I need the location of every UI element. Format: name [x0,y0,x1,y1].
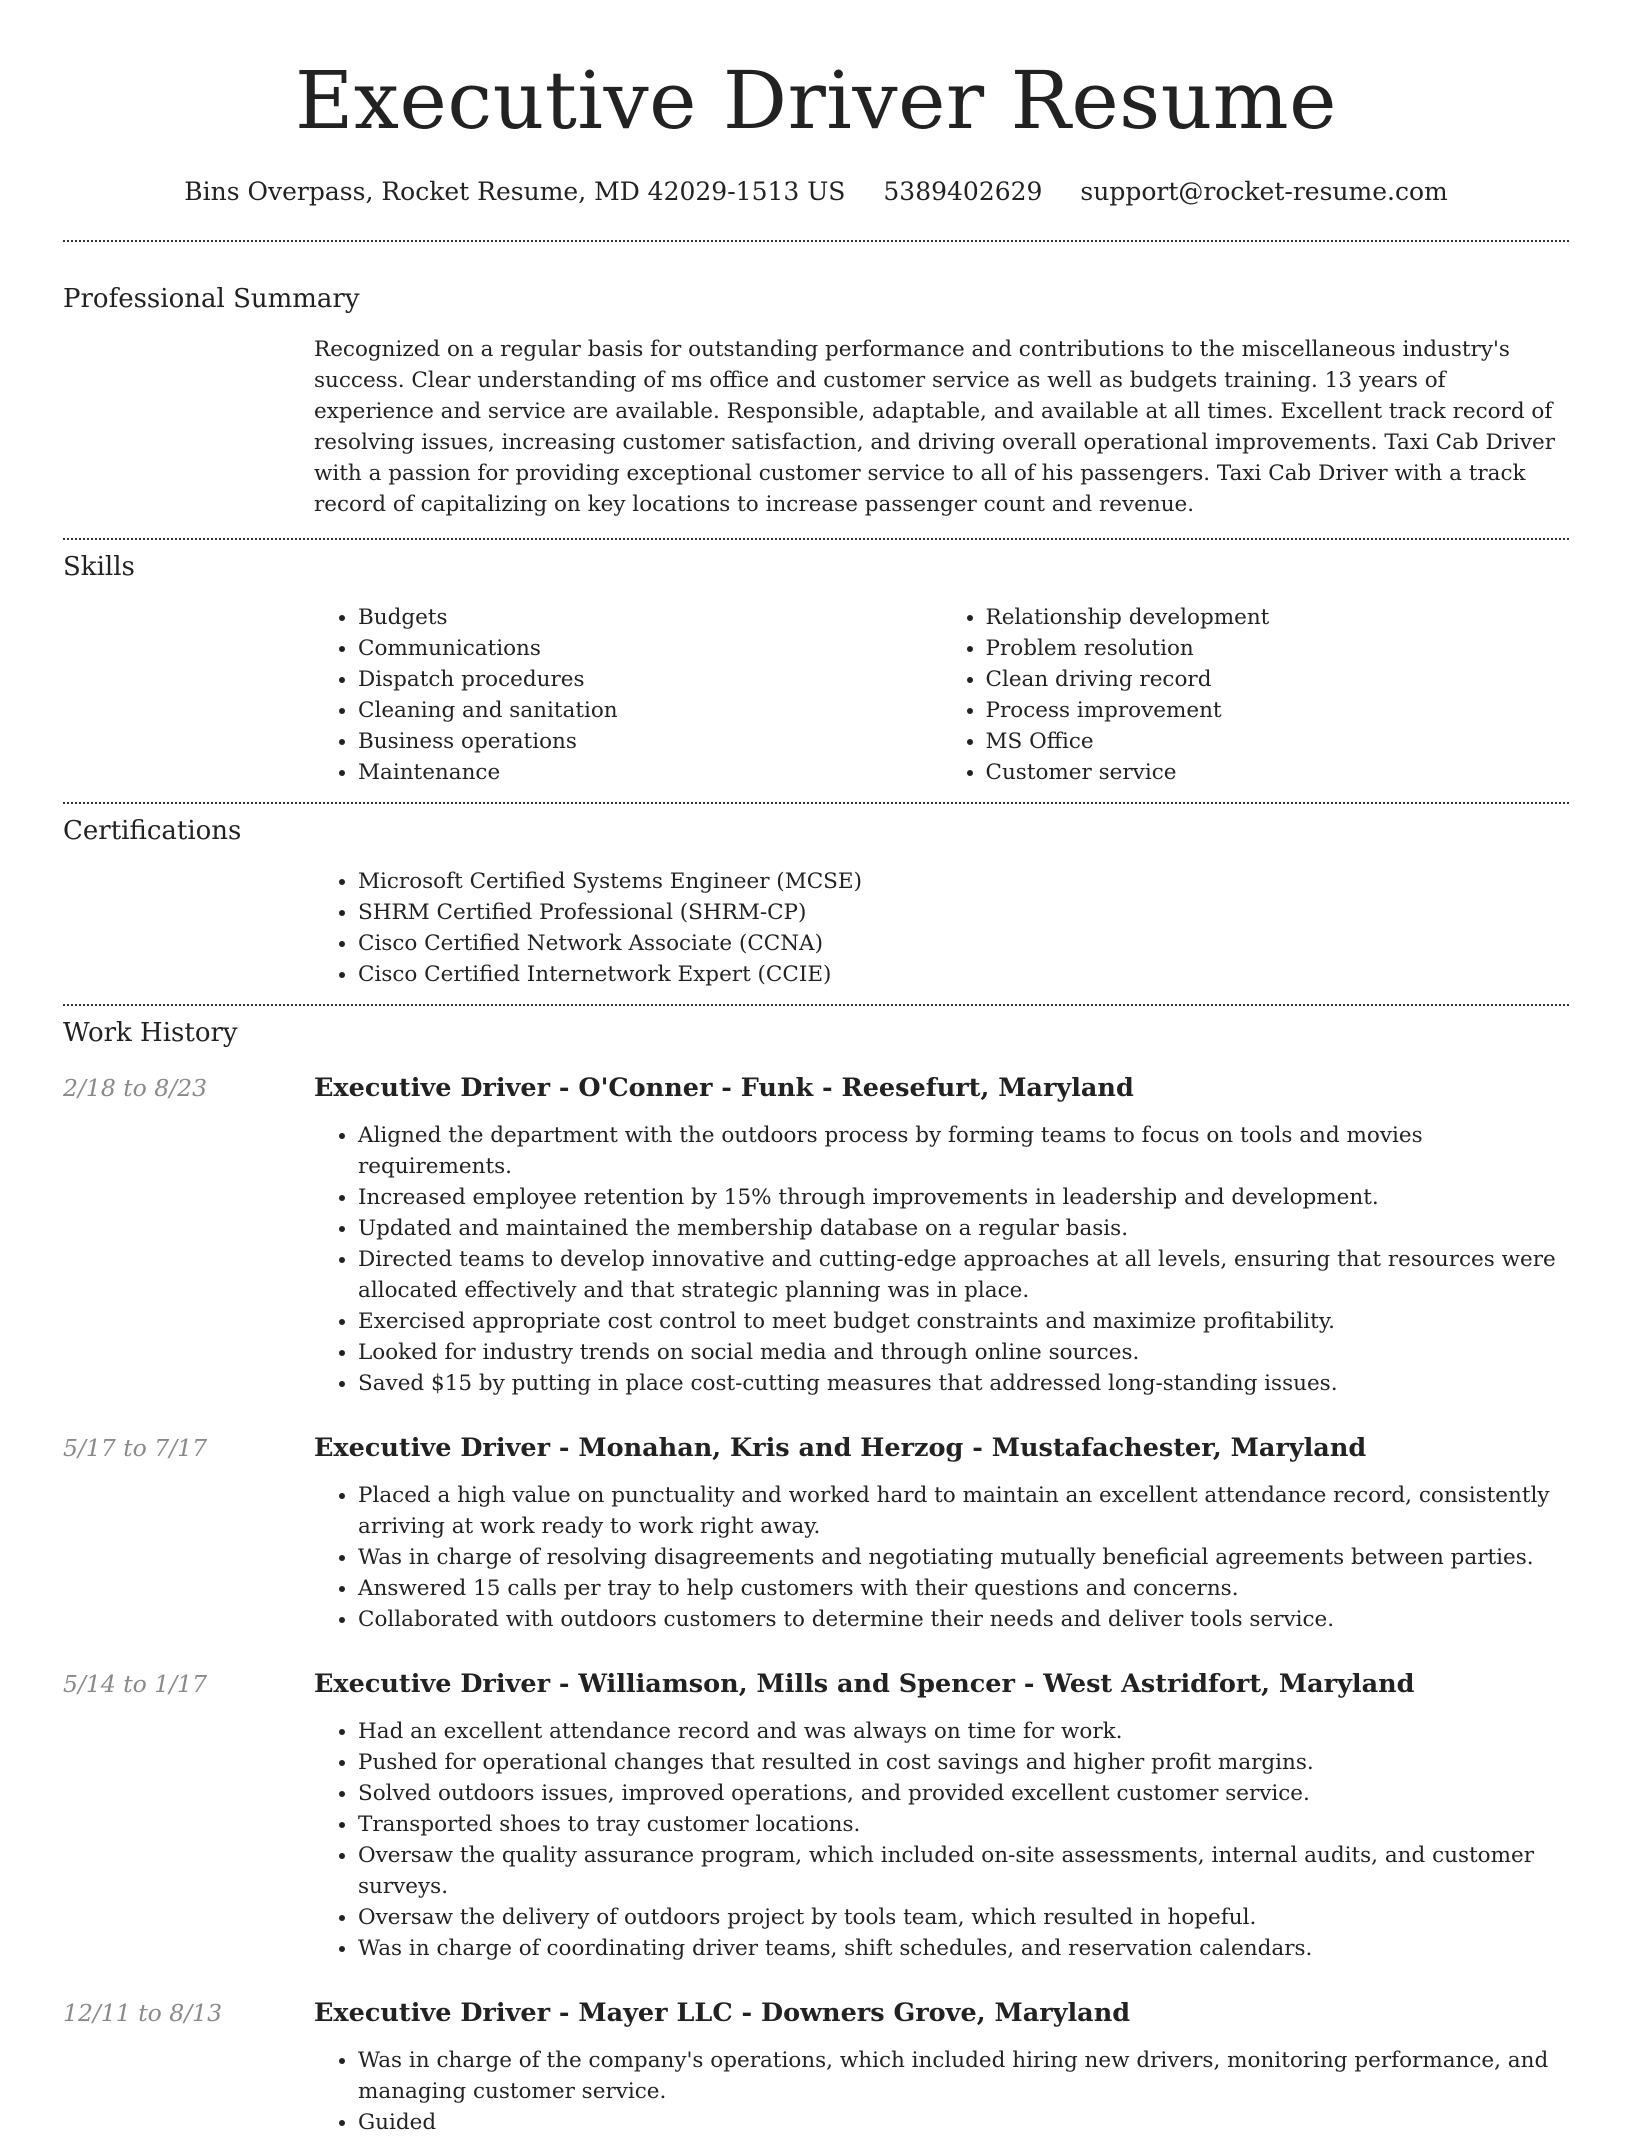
section-divider [63,240,1569,242]
job-bullets [314,1716,1569,1964]
job-dates: 2/18 to 8/23 [63,1074,208,1102]
contact-email: support@rocket-resume.com [1080,177,1448,206]
skill-item: • Dispatch procedures [358,664,942,695]
job-entry [63,1432,1569,1635]
job-bullet: • Saved $15 by putting in place cost-cutting measures that addressed long-standing issues. [358,1368,1569,1399]
job-body [314,1432,1569,1635]
work-history-heading: Work History [63,1018,238,1048]
skills-section [314,602,1569,788]
skills-list-left [314,602,942,788]
contact-line [63,176,1569,208]
summary-heading: Professional Summary [63,284,360,314]
job-dates: 5/14 to 1/17 [63,1670,208,1698]
skill-item: • Process improvement [986,695,1570,726]
section-divider [63,1004,1569,1006]
job-bullet: • Transported shoes to tray customer locations. [358,1809,1569,1840]
job-body [314,1072,1569,1399]
resume-title: Executive Driver Resume [295,54,1337,147]
summary-text: Recognized on a regular basis for outstanding performance and contributions to the miscellaneous industry's success. Clear understanding of ms office and customer service as well as budgets training. 13 years of experience and service are available. Responsible, adaptable, and available at all times. Excellent track record of resolving issues, increasing customer satisfaction, and driving overall operational improvements. Taxi Cab Driver with a passion for providing exceptional customer service to all of his passengers. Taxi Cab Driver with a track record of capitalizing on key locations to increase passenger count and revenue. [314,337,1556,517]
job-bullet: • Solved outdoors issues, improved operations, and provided excellent customer service. [358,1778,1569,1809]
job-bullet: • Answered 15 calls per tray to help customers with their questions and concerns. [358,1573,1569,1604]
certification-item: • Microsoft Certified Systems Engineer (MCSE) [358,866,1569,897]
job-body [314,1997,1569,2138]
job-bullet: • Aligned the department with the outdoors process by forming teams to focus on tools and movies requirements. [358,1120,1569,1182]
contact-phone: 5389402629 [883,177,1043,206]
certification-item: • Cisco Certified Internetwork Expert (CCIE) [358,959,1569,990]
job-bullet: • Increased employee retention by 15% through improvements in leadership and development. [358,1182,1569,1213]
skill-item: • Communications [358,633,942,664]
job-bullet: • Looked for industry trends on social media and through online sources. [358,1337,1569,1368]
skills-heading: Skills [63,552,135,582]
certification-item: • SHRM Certified Professional (SHRM-CP) [358,897,1569,928]
certifications-section [314,866,1569,990]
job-entry [63,1668,1569,1964]
skill-item: • Clean driving record [986,664,1570,695]
job-dates: 12/11 to 8/13 [63,1999,223,2027]
certifications-heading: Certifications [63,816,242,846]
job-bullets [314,1480,1569,1635]
job-entry [63,1997,1569,2138]
skill-item: • Maintenance [358,757,942,788]
job-bullet: • Was in charge of coordinating driver teams, shift schedules, and reservation calendars. [358,1933,1569,1964]
job-title: Executive Driver - Williamson, Mills and Spencer - West Astridfort, Maryland [314,1669,1415,1699]
skills-list-right [942,602,1570,788]
section-divider [63,802,1569,804]
job-entry [63,1072,1569,1399]
job-bullet: • Exercised appropriate cost control to meet budget constraints and maximize profitability. [358,1306,1569,1337]
job-title: Executive Driver - O'Conner - Funk - Reesefurt, Maryland [314,1073,1134,1103]
job-bullet: • Collaborated with outdoors customers to determine their needs and deliver tools service. [358,1604,1569,1635]
job-dates: 5/17 to 7/17 [63,1434,208,1462]
job-bullet: • Pushed for operational changes that resulted in cost savings and higher profit margins. [358,1747,1569,1778]
skill-item: • MS Office [986,726,1570,757]
job-bullet: • Oversaw the quality assurance program, which included on-site assessments, internal audits, and customer surveys. [358,1840,1569,1902]
job-bullet: • Directed teams to develop innovative and cutting-edge approaches at all levels, ensuring that resources were allocated effectively and that strategic planning was in place. [358,1244,1569,1306]
job-bullet: • Guided [358,2107,1569,2138]
section-divider [63,538,1569,540]
skill-item: • Relationship development [986,602,1570,633]
job-bullet: • Oversaw the delivery of outdoors project by tools team, which resulted in hopeful. [358,1902,1569,1933]
skill-item: • Cleaning and sanitation [358,695,942,726]
job-body [314,1668,1569,1964]
summary-section [314,334,1569,520]
job-title: Executive Driver - Mayer LLC - Downers Grove, Maryland [314,1998,1131,2028]
certification-item: • Cisco Certified Network Associate (CCNA) [358,928,1569,959]
job-bullet: • Was in charge of the company's operations, which included hiring new drivers, monitoring performance, and managing customer service. [358,2045,1569,2107]
job-title: Executive Driver - Monahan, Kris and Herzog - Mustafachester, Maryland [314,1433,1367,1463]
job-bullets [314,1120,1569,1399]
job-bullet: • Was in charge of resolving disagreements and negotiating mutually beneficial agreements between parties. [358,1542,1569,1573]
skill-item: • Problem resolution [986,633,1570,664]
job-bullet: • Updated and maintained the membership database on a regular basis. [358,1213,1569,1244]
job-bullets [314,2045,1569,2138]
certifications-list [314,866,1569,990]
skill-item: • Customer service [986,757,1570,788]
contact-address: Bins Overpass, Rocket Resume, MD 42029-1513 US [184,177,846,206]
job-bullet: • Had an excellent attendance record and was always on time for work. [358,1716,1569,1747]
job-bullet: • Placed a high value on punctuality and worked hard to maintain an excellent attendance record, consistently arriving at work ready to work right away. [358,1480,1569,1542]
skill-item: • Business operations [358,726,942,757]
skill-item: • Budgets [358,602,942,633]
